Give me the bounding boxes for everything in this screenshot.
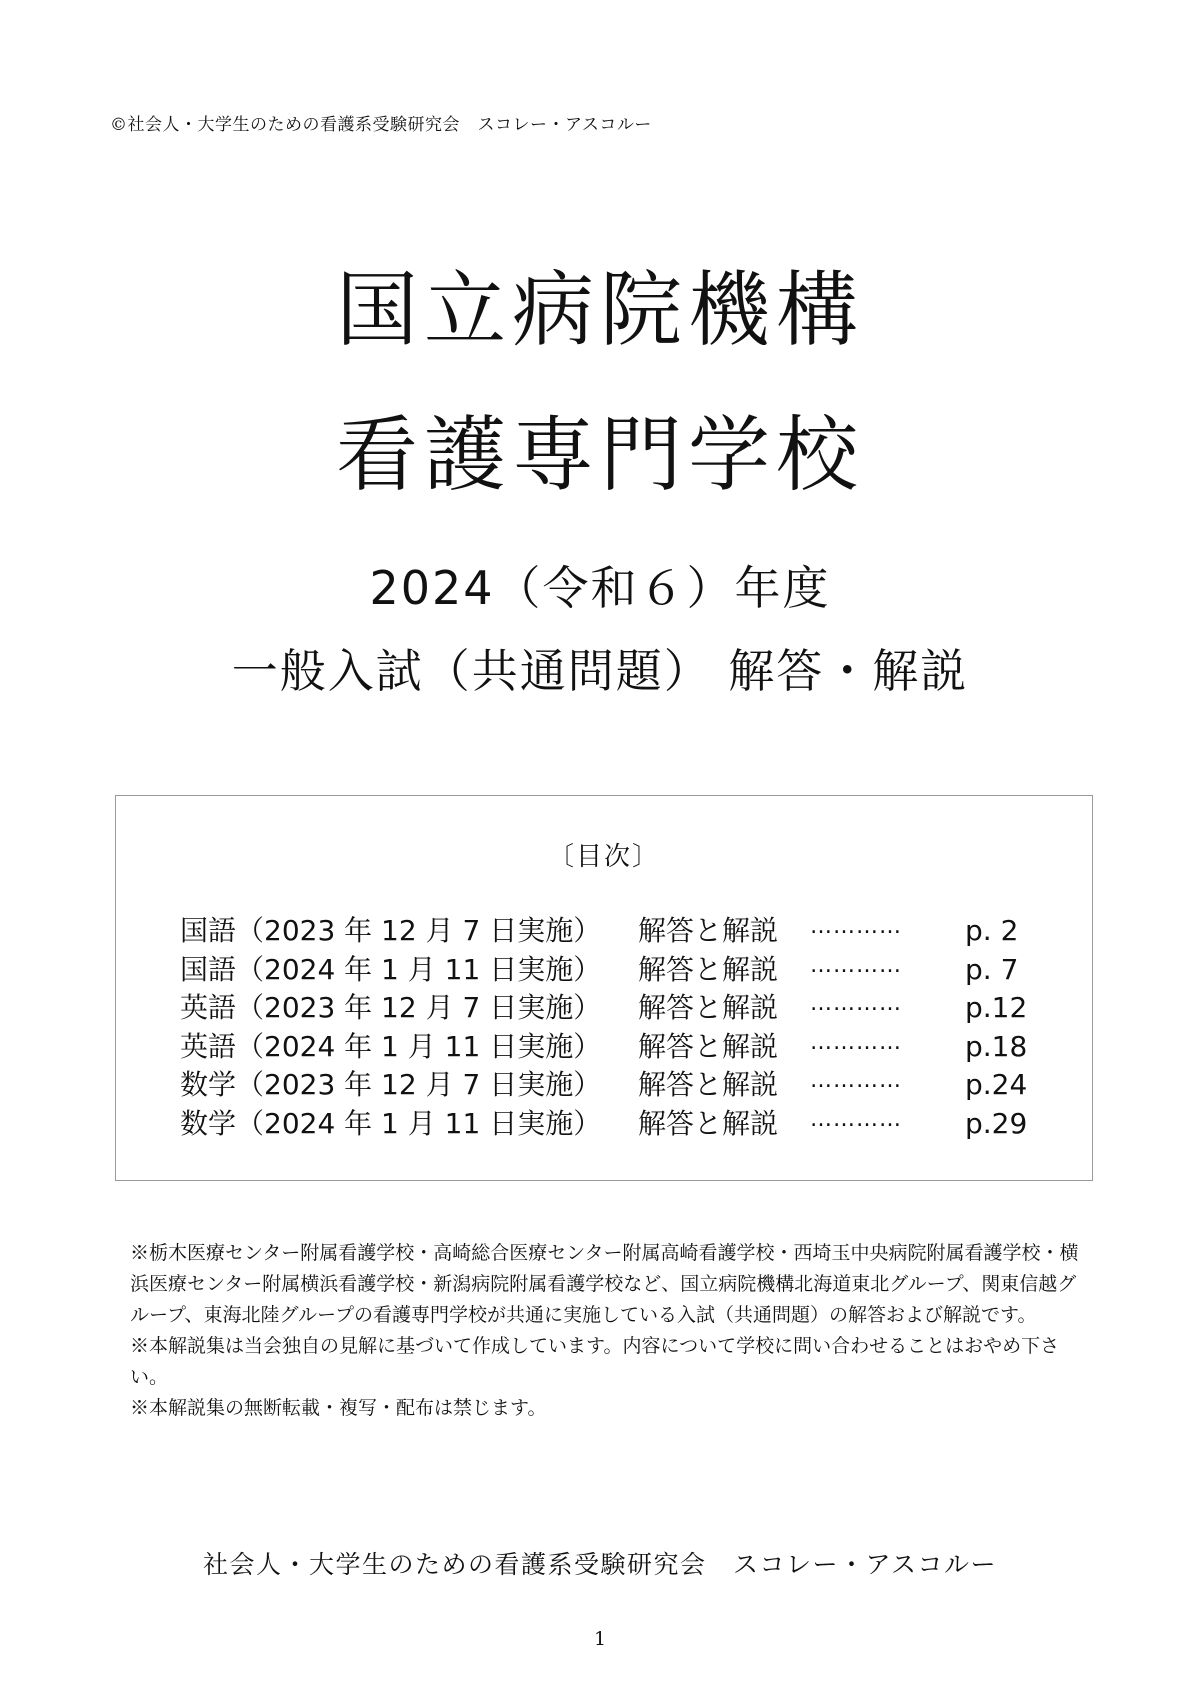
toc-heading: 〔目次〕	[547, 842, 660, 872]
note-scope: ※栃木医療センター附属看護学校・高崎総合医療センター附属高崎看護学校・西埼玉中央病院附属看護学校・横浜医療センター附属横浜看護学校・新潟病院附属看護学校など、国立病院機構北海道東北グループ、関東信越グループ、東海北陸グループの看護専門学校が共通に実施している入試（共通問題）の解答および解説です。	[130, 1242, 1079, 1326]
toc-row	[180, 951, 1040, 990]
toc-subject: 国語（2024 年 1 月 11 日実施）	[180, 952, 602, 986]
page-number: 1	[593, 1628, 607, 1650]
toc-subject: 数学（2023 年 12 月 7 日実施）	[180, 1068, 602, 1101]
footer-organization: 社会人・大学生のための看護系受験研究会 スコレー・アスコルー	[202, 1550, 997, 1579]
toc-subject: 国語（2023 年 12 月 7 日実施）	[180, 914, 602, 947]
toc-row	[180, 1028, 1040, 1067]
toc-subject: 数学（2024 年 1 月 11 日実施）	[180, 1106, 602, 1140]
toc-leader-dots: …………	[810, 1029, 902, 1055]
toc-page: p.18	[965, 1029, 1028, 1063]
toc-answer: 解答と解説	[638, 1068, 779, 1101]
toc-list	[180, 912, 1040, 1143]
toc-leader-dots: …………	[810, 1106, 902, 1132]
toc-row	[180, 1105, 1040, 1144]
toc-page: p. 2	[965, 914, 1019, 947]
note-disclaimer: ※本解説集は当会独自の見解に基づいて作成しています。内容について学校に問い合わせることはおやめ下さい。	[130, 1335, 1060, 1388]
title-line-1: 国立病院機構	[335, 263, 864, 358]
title-line-2: 看護専門学校	[335, 408, 864, 503]
toc-subject: 英語（2023 年 12 月 7 日実施）	[180, 991, 602, 1024]
toc-row	[180, 1066, 1040, 1105]
toc-answer: 解答と解説	[638, 1029, 779, 1063]
toc-answer: 解答と解説	[638, 991, 779, 1024]
exam-year: 2024（令和６）年度	[369, 561, 831, 615]
toc-answer: 解答と解説	[638, 914, 779, 947]
toc-leader-dots: …………	[810, 991, 902, 1016]
toc-row	[180, 989, 1040, 1028]
note-copyright: ※本解説集の無断転載・複写・配布は禁じます。	[130, 1397, 547, 1419]
toc-leader-dots: …………	[810, 914, 902, 939]
toc-leader-dots: …………	[810, 1068, 902, 1093]
toc-leader-dots: …………	[810, 952, 902, 978]
toc-answer: 解答と解説	[638, 1106, 779, 1140]
copyright-notice: ©社会人・大学生のための看護系受験研究会 スコレー・アスコルー	[110, 115, 652, 135]
toc-answer: 解答と解説	[638, 952, 779, 986]
toc-page: p. 7	[965, 952, 1019, 986]
toc-row	[180, 912, 1040, 951]
exam-type: 一般入試（共通問題） 解答・解説	[231, 644, 969, 698]
toc-page: p.12	[965, 991, 1028, 1024]
notes-section	[130, 1238, 1090, 1424]
table-of-contents	[115, 795, 1093, 1181]
toc-page: p.24	[965, 1068, 1028, 1101]
toc-page: p.29	[965, 1106, 1028, 1140]
toc-subject: 英語（2024 年 1 月 11 日実施）	[180, 1029, 602, 1063]
